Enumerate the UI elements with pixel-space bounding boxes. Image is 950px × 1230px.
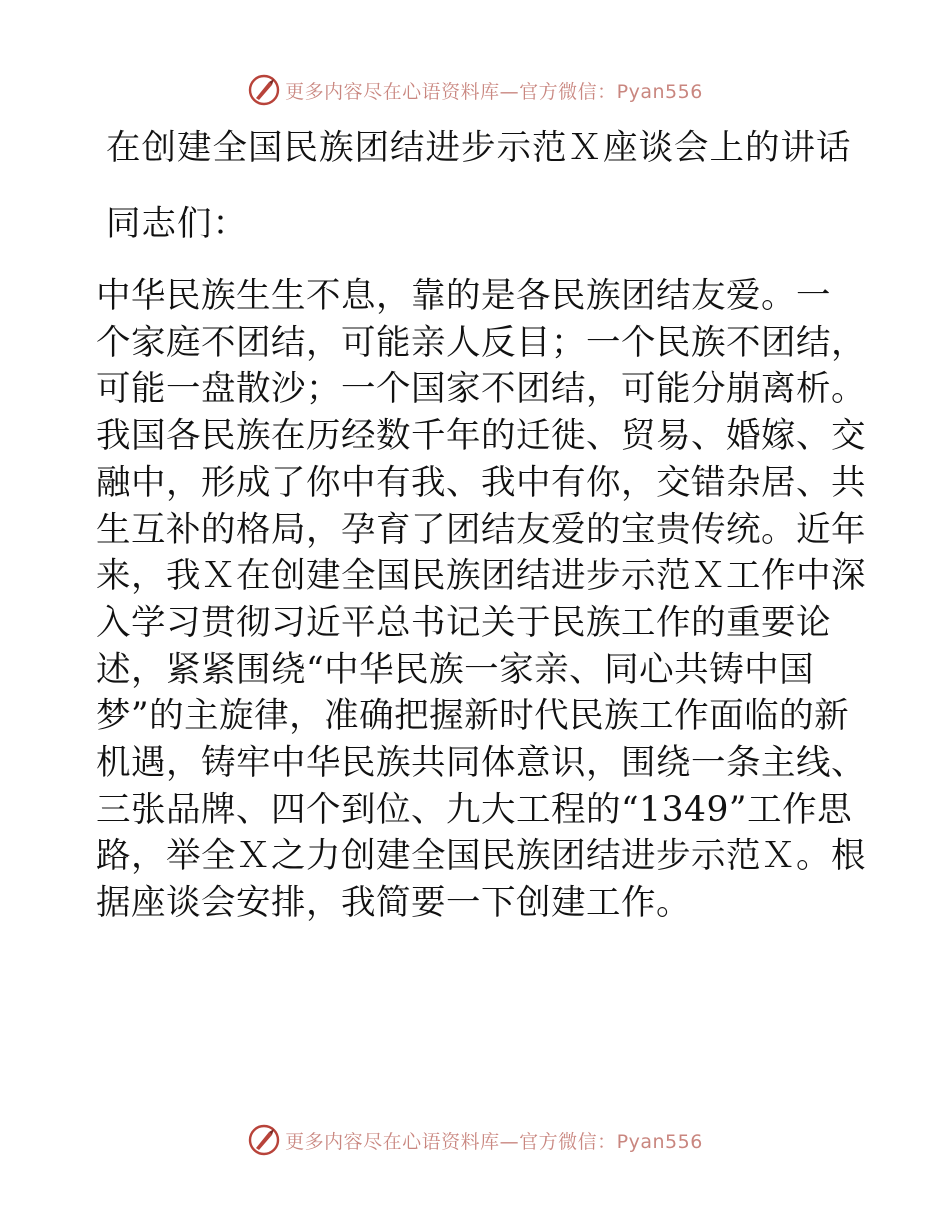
body-line: 三张品牌、四个到位、九大工程的“1349”工作思 <box>96 789 853 830</box>
body-line: 生互补的格局，孕育了团结友爱的宝贵传统。近年 <box>96 509 866 550</box>
body-line: 路，举全Ｘ之力创建全国民族团结进步示范Ｘ。根 <box>96 836 866 877</box>
body-line: 述，紧紧围绕“中华民族一家亲、同心共铸中国 <box>96 649 815 690</box>
greeting: 同志们： <box>106 204 248 244</box>
watermark-text: 更多内容尽在心语资料库—官方微信：Pyan556 <box>285 1130 703 1153</box>
quill-logo-icon <box>247 1123 281 1157</box>
body-line: 中华民族生生不息，靠的是各民族团结友爱。一 <box>96 276 831 316</box>
body-line: 据座谈会安排，我简要一下创建工作。 <box>96 883 691 924</box>
body-line: 来，我Ｘ在创建全国民族团结进步示范Ｘ工作中深 <box>96 556 866 597</box>
document-title: 在创建全国民族团结进步示范Ｘ座谈会上的讲话 <box>106 128 852 168</box>
body-line: 梦”的主旋律，准确把握新时代民族工作面临的新 <box>96 696 850 737</box>
body-line: 入学习贯彻习近平总书记关于民族工作的重要论 <box>96 602 831 643</box>
watermark-footer <box>0 1120 950 1160</box>
watermark-header <box>0 70 950 110</box>
body-line: 融中，形成了你中有我、我中有你，交错杂居、共 <box>96 462 866 503</box>
body-line: 可能一盘散沙；一个国家不团结，可能分崩离析。 <box>96 369 866 410</box>
body-line: 我国各民族在历经数千年的迁徙、贸易、婚嫁、交 <box>96 416 866 457</box>
quill-logo-icon <box>247 73 281 107</box>
body-line: 机遇，铸牢中华民族共同体意识，围绕一条主线、 <box>96 743 866 783</box>
body-line: 个家庭不团结，可能亲人反目；一个民族不团结， <box>96 322 866 363</box>
watermark-text: 更多内容尽在心语资料库—官方微信：Pyan556 <box>285 80 703 103</box>
